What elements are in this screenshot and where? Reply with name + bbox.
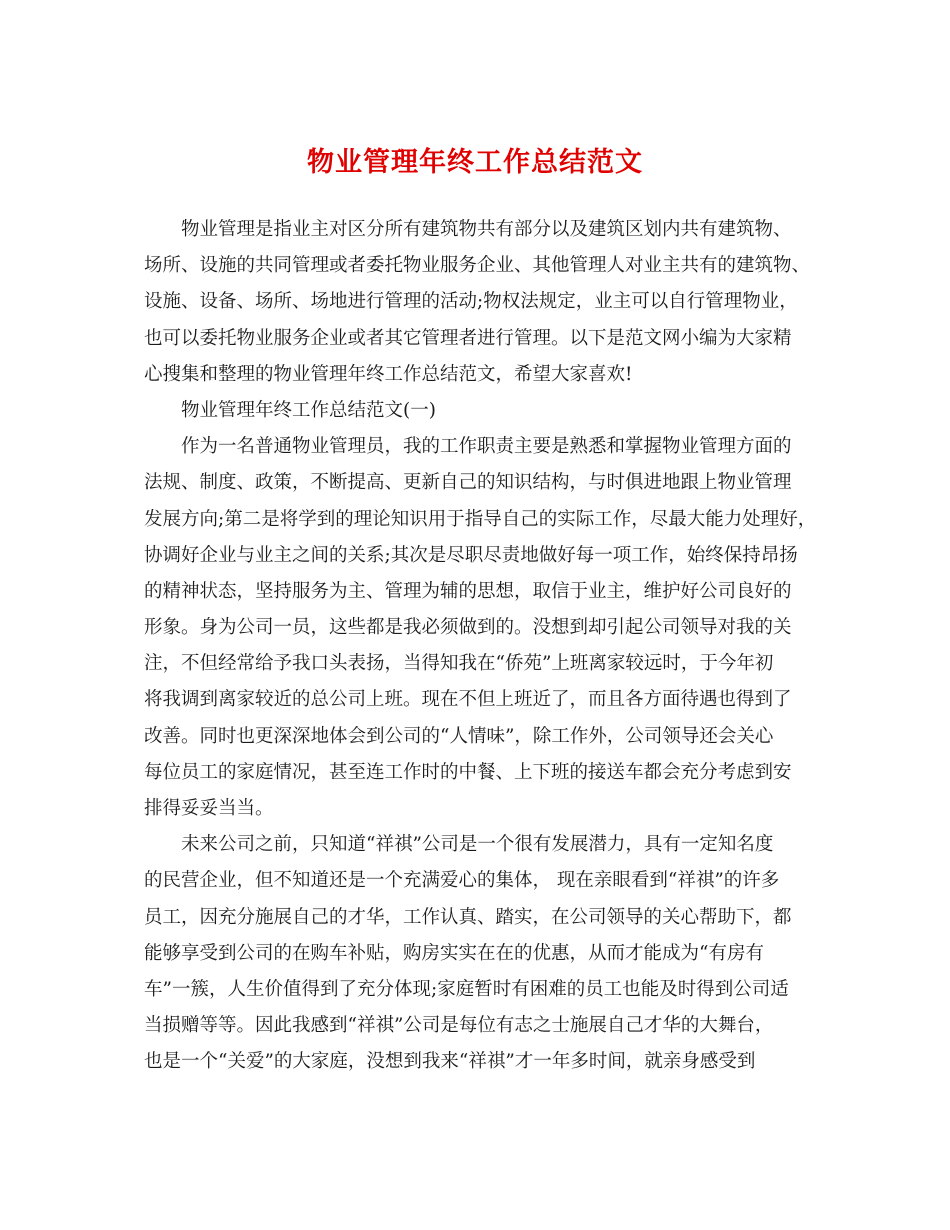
paragraph-line: 协调好企业与业主之间的关系;其次是尽职尽责地做好每一项工作，始终保持昂扬 (144, 544, 798, 566)
paragraph-line: 车”一簇，人生价值得到了充分体现;家庭暂时有困难的员工也能及时得到公司适 (144, 978, 789, 1000)
paragraph-line: 也可以委托物业服务企业或者其它管理者进行管理。以下是范文网小编为大家精 (144, 327, 792, 349)
paragraph-line: 改善。同时也更深深地体会到公司的“人情味”，除工作外，公司领导还会关心 (144, 725, 774, 747)
section-heading: 物业管理年终工作总结范文(一) (181, 399, 436, 421)
paragraph-line: 法规、制度、政策，不断提高、更新自己的知识结构，与时俱进地跟上物业管理 (144, 472, 792, 494)
document-title: 物业管理年终工作总结范文 (307, 147, 643, 178)
paragraph-line: 未来公司之前，只知道“祥祺”公司是一个很有发展潜力，具有一定知名度 (181, 834, 774, 856)
paragraph-line: 心搜集和整理的物业管理年终工作总结范文，希望大家喜欢! (144, 363, 633, 385)
paragraph-line: 发展方向;第二是将学到的理论知识用于指导自己的实际工作，尽最大能力处理好， (144, 508, 817, 530)
paragraph-line: 排得妥妥当当。 (144, 798, 274, 819)
paragraph-line: 注，不但经常给予我口头表扬，当得知我在“侨苑”上班离家较远时，于今年初 (144, 653, 774, 675)
paragraph-line: 设施、设备、场所、场地进行管理的活动;物权法规定，业主可以自行管理物业， (144, 291, 798, 313)
document-body (144, 212, 824, 1081)
paragraph-line: 物业管理是指业主对区分所有建筑物共有部分以及建筑区划内共有建筑物、 (181, 219, 792, 240)
paragraph-line: 也是一个“关爱”的大家庭，没想到我来“祥祺”才一年多时间，就亲身感受到 (144, 1051, 756, 1073)
paragraph-line: 场所、设施的共同管理或者委托物业服务企业、其他管理人对业主共有的建筑物、 (144, 255, 811, 277)
paragraph-line: 形象。身为公司一员，这些都是我必须做到的。没想到却引起公司领导对我的关 (144, 617, 792, 639)
paragraph-line: 能够享受到公司的在购车补贴，购房实实在在的优惠，从而才能成为“有房有 (144, 942, 764, 964)
paragraph-line: 当损赠等等。因此我感到“祥祺”公司是每位有志之士施展自己才华的大舞台， (144, 1015, 774, 1037)
paragraph-line: 员工，因充分施展自己的才华，工作认真、踏实，在公司领导的关心帮助下，都 (144, 906, 792, 928)
paragraph-line: 的精神状态，坚持服务为主、管理为辅的思想，取信于业主，维护好公司良好的 (144, 580, 792, 602)
paragraph-line: 作为一名普通物业管理员，我的工作职责主要是熟悉和掌握物业管理方面的 (181, 436, 792, 458)
paragraph-line: 的民营企业，但不知道还是一个充满爱心的集体， 现在亲眼看到“祥祺”的许多 (144, 870, 780, 892)
paragraph-line: 将我调到离家较近的总公司上班。现在不但上班近了，而且各方面待遇也得到了 (144, 689, 792, 711)
paragraph-line: 每位员工的家庭情况，甚至连工作时的中餐、上下班的接送车都会充分考虑到安 (144, 761, 792, 783)
